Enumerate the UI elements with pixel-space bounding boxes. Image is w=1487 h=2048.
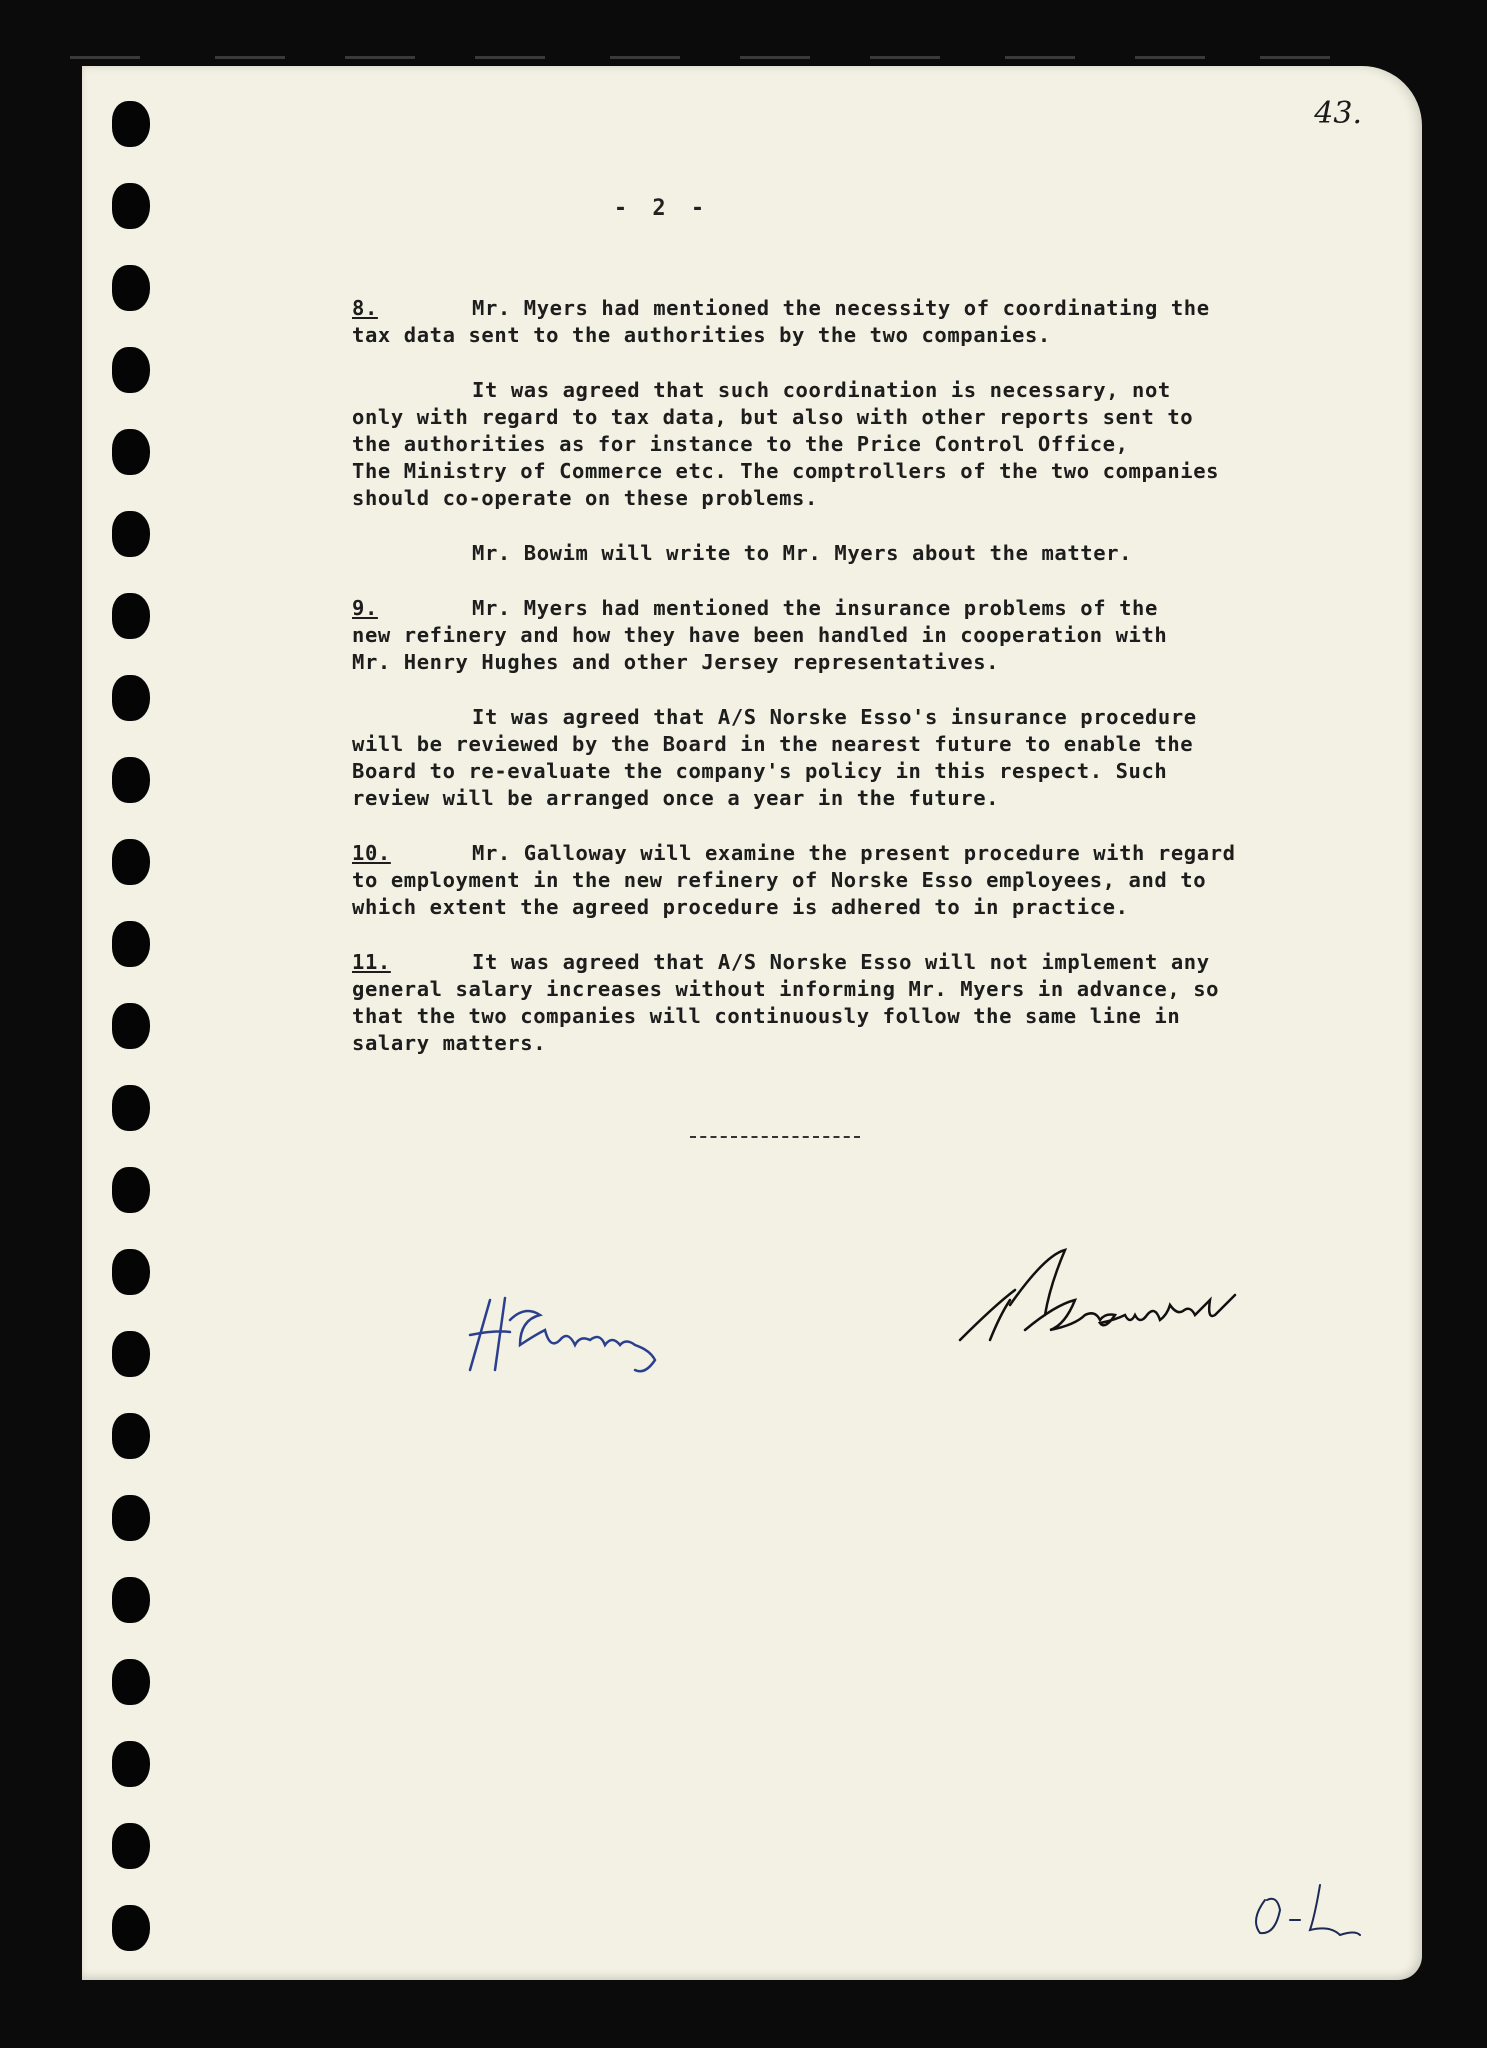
handwritten-page-number: 43. [1314, 96, 1362, 131]
item-text-rest: tax data sent to the authorities by the two companies. [352, 323, 1051, 347]
handwritten-initials [1245, 1875, 1375, 1945]
punch-hole [112, 1823, 150, 1869]
paragraph-text: It was agreed that such coordination is necessary, not only with regard to tax data, but also with other reports sent to the authorities as for instance to the Price Control Office, The Ministry of Commerce etc. The comptrollers of the two companies should co-operate on these problems. [352, 378, 1220, 510]
edge-mark [1135, 56, 1205, 59]
edge-mark [1005, 56, 1075, 59]
item-text-rest: general salary increases without informing Mr. Myers in advance, so that the two companies will continuously follow the same line in salary matters. [352, 977, 1220, 1055]
punch-hole [112, 1495, 150, 1541]
edge-mark [215, 56, 285, 59]
paragraph-9-agreed [352, 704, 1352, 812]
scan-top-border [0, 0, 1487, 66]
punch-hole [112, 593, 150, 639]
edge-mark [870, 56, 940, 59]
page-marker: - 2 - [613, 196, 711, 221]
punch-hole [112, 675, 150, 721]
scan-bottom-border [0, 1980, 1487, 2048]
punch-hole [112, 101, 150, 147]
punch-hole [112, 347, 150, 393]
punch-hole [112, 1249, 150, 1295]
item-text-first: Mr. Galloway will examine the present procedure with regard [472, 841, 1236, 865]
punch-hole [112, 921, 150, 967]
edge-mark [740, 56, 810, 59]
punch-hole [112, 757, 150, 803]
item-text-first: Mr. Myers had mentioned the insurance problems of the [472, 596, 1158, 620]
bowim-signature [955, 1245, 1255, 1355]
item-number: 8. [352, 296, 378, 320]
item-10 [352, 840, 1352, 921]
edge-mark [1260, 56, 1330, 59]
edge-mark [610, 56, 680, 59]
paragraph-8-agreed [352, 377, 1352, 512]
paragraph-8-bowim [352, 540, 1352, 567]
item-number: 9. [352, 596, 378, 620]
punch-hole [112, 1003, 150, 1049]
memo-body [352, 295, 1352, 1085]
punch-hole [112, 1331, 150, 1377]
item-9 [352, 595, 1352, 676]
punch-hole [112, 1905, 150, 1951]
item-text-first: Mr. Myers had mentioned the necessity of coordinating the [472, 296, 1210, 320]
punch-hole [112, 1413, 150, 1459]
punch-hole [112, 511, 150, 557]
punch-hole [112, 1577, 150, 1623]
punch-hole [112, 1659, 150, 1705]
paragraph-text: Mr. Bowim will write to Mr. Myers about the matter. [472, 541, 1133, 565]
punch-hole [112, 1167, 150, 1213]
separator-line [690, 1136, 860, 1138]
item-text-rest: to employment in the new refinery of Norske Esso employees, and to which extent the agreed procedure is adhered to in practice. [352, 868, 1207, 919]
punch-hole [112, 429, 150, 475]
galloway-signature [450, 1290, 680, 1380]
item-number: 11. [352, 950, 391, 974]
punch-hole [112, 839, 150, 885]
punch-hole [112, 265, 150, 311]
edge-mark [345, 56, 415, 59]
edge-mark [475, 56, 545, 59]
item-11 [352, 949, 1352, 1057]
item-number: 10. [352, 841, 391, 865]
punch-hole [112, 1085, 150, 1131]
paragraph-text: It was agreed that A/S Norske Esso's insurance procedure will be reviewed by the Board in the nearest future to enable the Board to re-evaluate the company's policy in this respect. Such review will be arranged once a year in the future. [352, 705, 1197, 810]
punch-hole [112, 1741, 150, 1787]
edge-mark [70, 56, 140, 59]
scan-right-border [1422, 66, 1487, 1980]
item-text-rest: new refinery and how they have been handled in cooperation with Mr. Henry Hughes and other Jersey representatives. [352, 623, 1168, 674]
item-text-first: It was agreed that A/S Norske Esso will not implement any [472, 950, 1210, 974]
item-8 [352, 295, 1352, 349]
